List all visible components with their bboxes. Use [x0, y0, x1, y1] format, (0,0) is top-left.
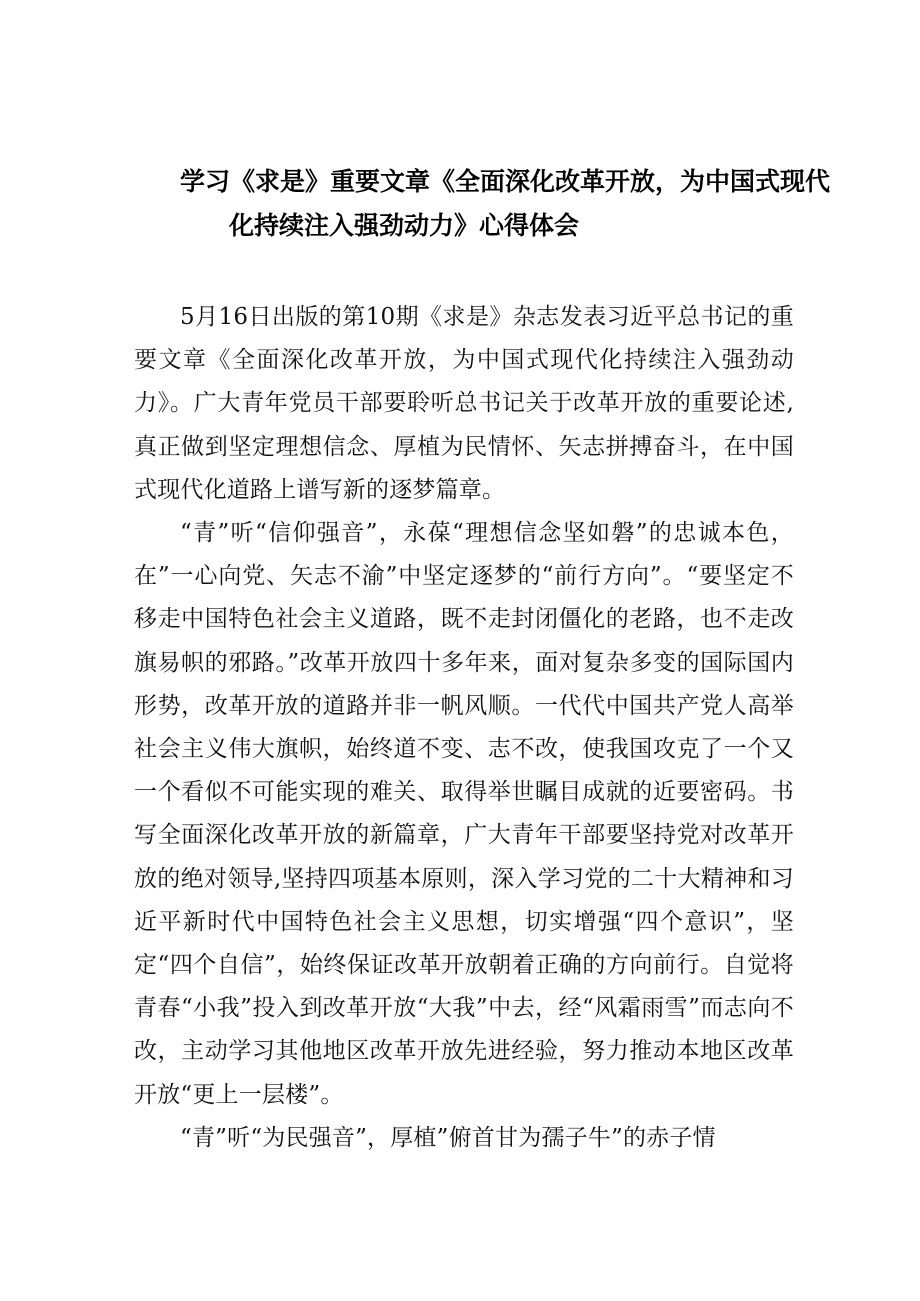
- paragraph-2: “青”听“信仰强音”，永葆“理想信念坚如磐”的忠诚本色，在”一心向党、矢志不渝”中坚定逐梦的“前行方向”。“要坚定不移走中国特色社会主义道路，既不走封闭僵化的老路，也不走改旗易帜的邪路。”改革开放四十多年来，面对复杂多变的国际国内形势，改革开放的道路并非一帆风顺。一代代中国共产党人高举社会主义伟大旗帜，始终道不变、志不改，使我国攻克了一个又一个看似不可能实现的难关、取得举世瞩目成就的近要密码。书写全面深化改革开放的新篇章，广大青年干部要坚持党对改革开放的绝对领导,坚持四项基本原则，深入学习党的二十大精神和习近平新时代中国特色社会主义思想，切实增强“四个意识”，坚定“四个自信”，始终保证改革开放朝着正确的方向前行。自觉将青春“小我”投入到改革开放“大我”中去，经“风霜雨雪”而志向不改，主动学习其他地区改革开放先进经验，努力推动本地区改革开放“更上一层楼”。: [134, 520, 794, 1108]
- title-line-1: 学习《求是》重要文章《全面深化改革开放，为中国式现代: [180, 167, 831, 196]
- title-line-2: 化持续注入强劲动力》心得体会: [229, 211, 580, 240]
- document-title: [140, 160, 840, 248]
- paragraph-1: 5月16日出版的第10期《求是》杂志发表习近平总书记的重要文章《全面深化改革开放，为中国式现代化持续注入强劲动力》。广大青年党员干部要聆听总书记关于改革开放的重要论述,真正做到坚定理想信念、厚植为民情怀、矢志拼搏奋斗，在中国式现代化道路上谱写新的逐梦篇章。: [134, 304, 794, 503]
- document-body: [134, 296, 794, 1160]
- paragraph-3: “青”听“为民强音”，厚植”俯首甘为孺子牛”的赤子情: [180, 1124, 716, 1151]
